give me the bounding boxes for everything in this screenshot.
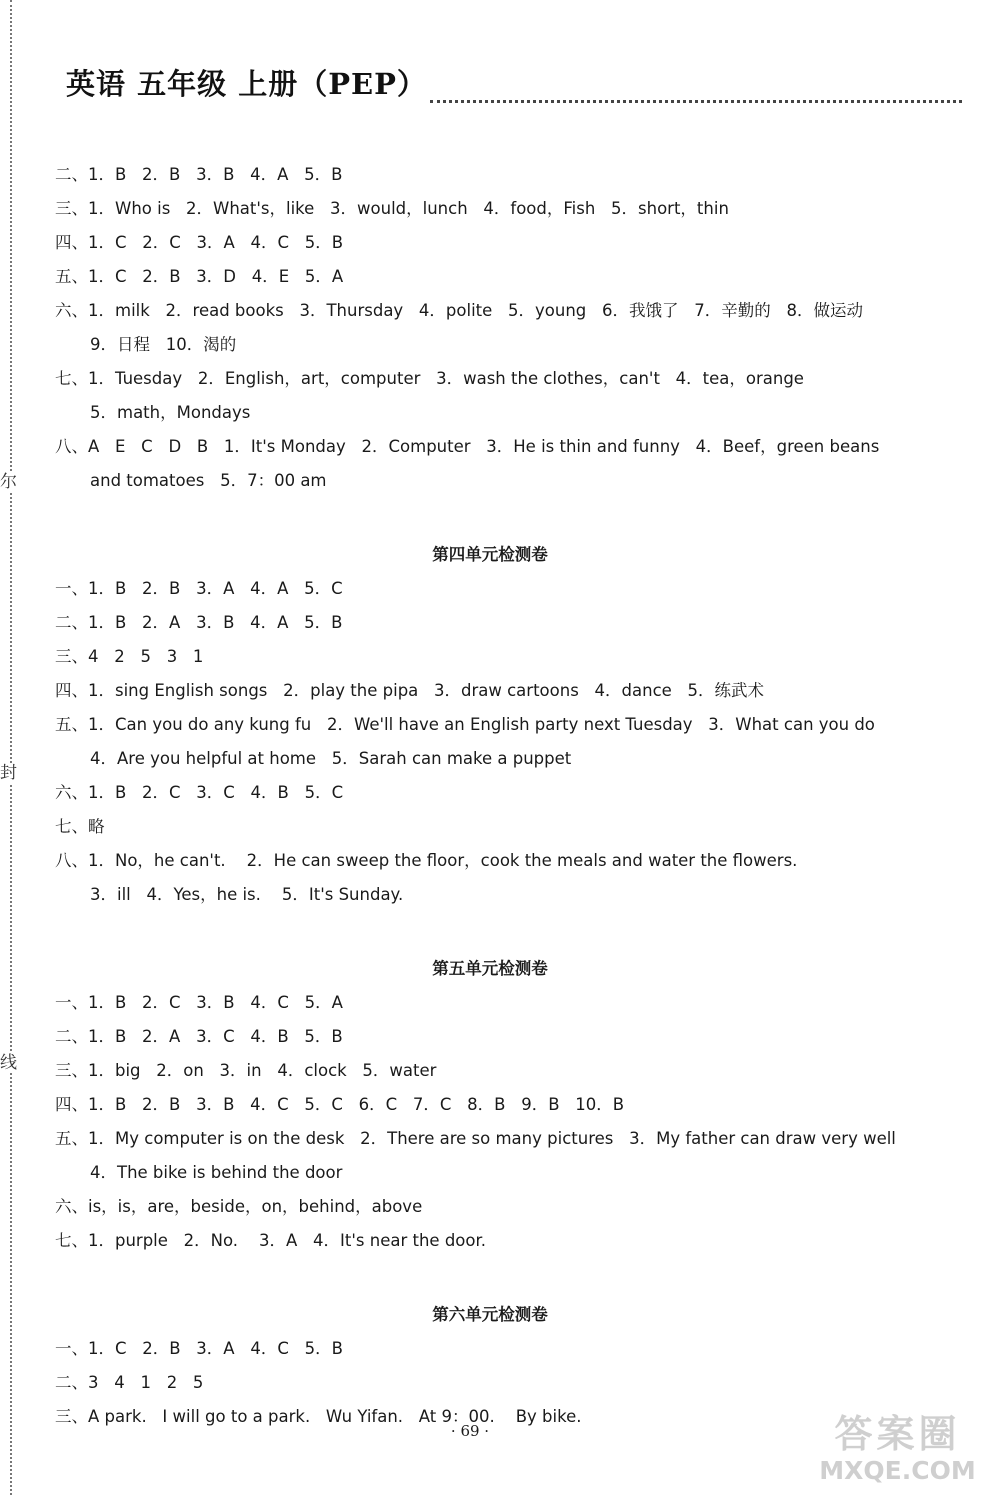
answer-line: 五、1．Can you do any kung fu 2．We'll have an English party next Tuesday 3．What can you do bbox=[55, 715, 875, 734]
answer-line: 三、1．Who is 2．What's，like 3．would，lunch 4．food，Fish 5．short，thin bbox=[55, 199, 729, 218]
answer-line: 八、A E C D B 1．It's Monday 2．Computer 3．He is thin and funny 4．Beef，green beans bbox=[55, 437, 880, 456]
section-title-unit4: 第四单元检测卷 bbox=[432, 545, 548, 564]
answer-line: 七、1．Tuesday 2．English，art，computer 3．wash the clothes，can't 4．tea，orange bbox=[55, 369, 804, 388]
answer-line: 五、1．My computer is on the desk 2．There are so many pictures 3．My father can draw very well bbox=[55, 1129, 896, 1148]
page-number: · 69 · bbox=[450, 1422, 490, 1440]
answer-content bbox=[55, 158, 935, 1434]
answer-line: 三、4 2 5 3 1 bbox=[55, 647, 204, 666]
answer-line: 一、1．B 2．B 3．A 4．A 5．C bbox=[55, 579, 343, 598]
margin-char: 线 bbox=[0, 1053, 17, 1073]
answer-line: 七、1．purple 2．No. 3．A 4．It's near the door. bbox=[55, 1231, 487, 1250]
section-title-unit5: 第五单元检测卷 bbox=[432, 959, 548, 978]
margin-char: 尔 bbox=[0, 472, 17, 492]
answer-line: 八、1．No，he can't. 2．He can sweep the floor，cook the meals and water the flowers. bbox=[55, 851, 798, 870]
answer-line-continued: 4．The bike is behind the door bbox=[90, 1163, 343, 1182]
answer-line: 一、1．B 2．C 3．B 4．C 5．A bbox=[55, 993, 343, 1012]
margin-char: 封 bbox=[0, 763, 17, 783]
page-header-title: 英语 五年级 上册（PEP） bbox=[66, 67, 427, 101]
watermark-logo bbox=[800, 1412, 995, 1492]
answer-line: 二、3 4 1 2 5 bbox=[55, 1373, 204, 1392]
answer-line-continued: 3．ill 4．Yes，he is. 5．It's Sunday. bbox=[90, 885, 404, 904]
answer-line: 二、1．B 2．A 3．C 4．B 5．B bbox=[55, 1027, 343, 1046]
answer-line: 六、is，is，are，beside，on，behind，above bbox=[55, 1197, 423, 1216]
answer-line: 四、1．B 2．B 3．B 4．C 5．C 6．C 7．C 8．B 9．B 10．B bbox=[55, 1095, 625, 1114]
section-title-unit6: 第六单元检测卷 bbox=[432, 1305, 548, 1324]
answer-line: 二、1．B 2．B 3．B 4．A 5．B bbox=[55, 165, 343, 184]
answer-line: 一、1．C 2．B 3．A 4．C 5．B bbox=[55, 1339, 343, 1358]
answer-line: 七、略 bbox=[55, 817, 105, 836]
answer-line: 六、1．milk 2．read books 3．Thursday 4．polite 5．young 6．我饿了 7．辛勤的 8．做运动 bbox=[55, 301, 863, 320]
answer-line: 六、1．B 2．C 3．C 4．B 5．C bbox=[55, 783, 344, 802]
binding-cut-line bbox=[10, 0, 12, 1495]
answer-line: 四、1．sing English songs 2．play the pipa 3．draw cartoons 4．dance 5．练武术 bbox=[55, 681, 765, 700]
watermark-bottom-text: MXQE.COM bbox=[819, 1456, 976, 1485]
answer-line-continued: 4．Are you helpful at home 5．Sarah can make a puppet bbox=[90, 749, 572, 768]
watermark-top-text: 答案圈 bbox=[834, 1411, 961, 1456]
header-dotted-rule bbox=[430, 100, 962, 103]
answer-line: 四、1．C 2．C 3．A 4．C 5．B bbox=[55, 233, 344, 252]
answer-line: 二、1．B 2．A 3．B 4．A 5．B bbox=[55, 613, 343, 632]
answer-line: 五、1．C 2．B 3．D 4．E 5．A bbox=[55, 267, 344, 286]
answer-line-continued: 5．math，Mondays bbox=[90, 403, 251, 422]
answer-line: 三、1．big 2．on 3．in 4．clock 5．water bbox=[55, 1061, 437, 1080]
answer-line-continued: 9．日程 10．渴的 bbox=[90, 335, 237, 354]
answer-line-continued: and tomatoes 5．7：00 am bbox=[90, 471, 327, 490]
answer-line: 三、A park. I will go to a park. Wu Yifan. At 9：00. By bike. bbox=[55, 1407, 582, 1426]
